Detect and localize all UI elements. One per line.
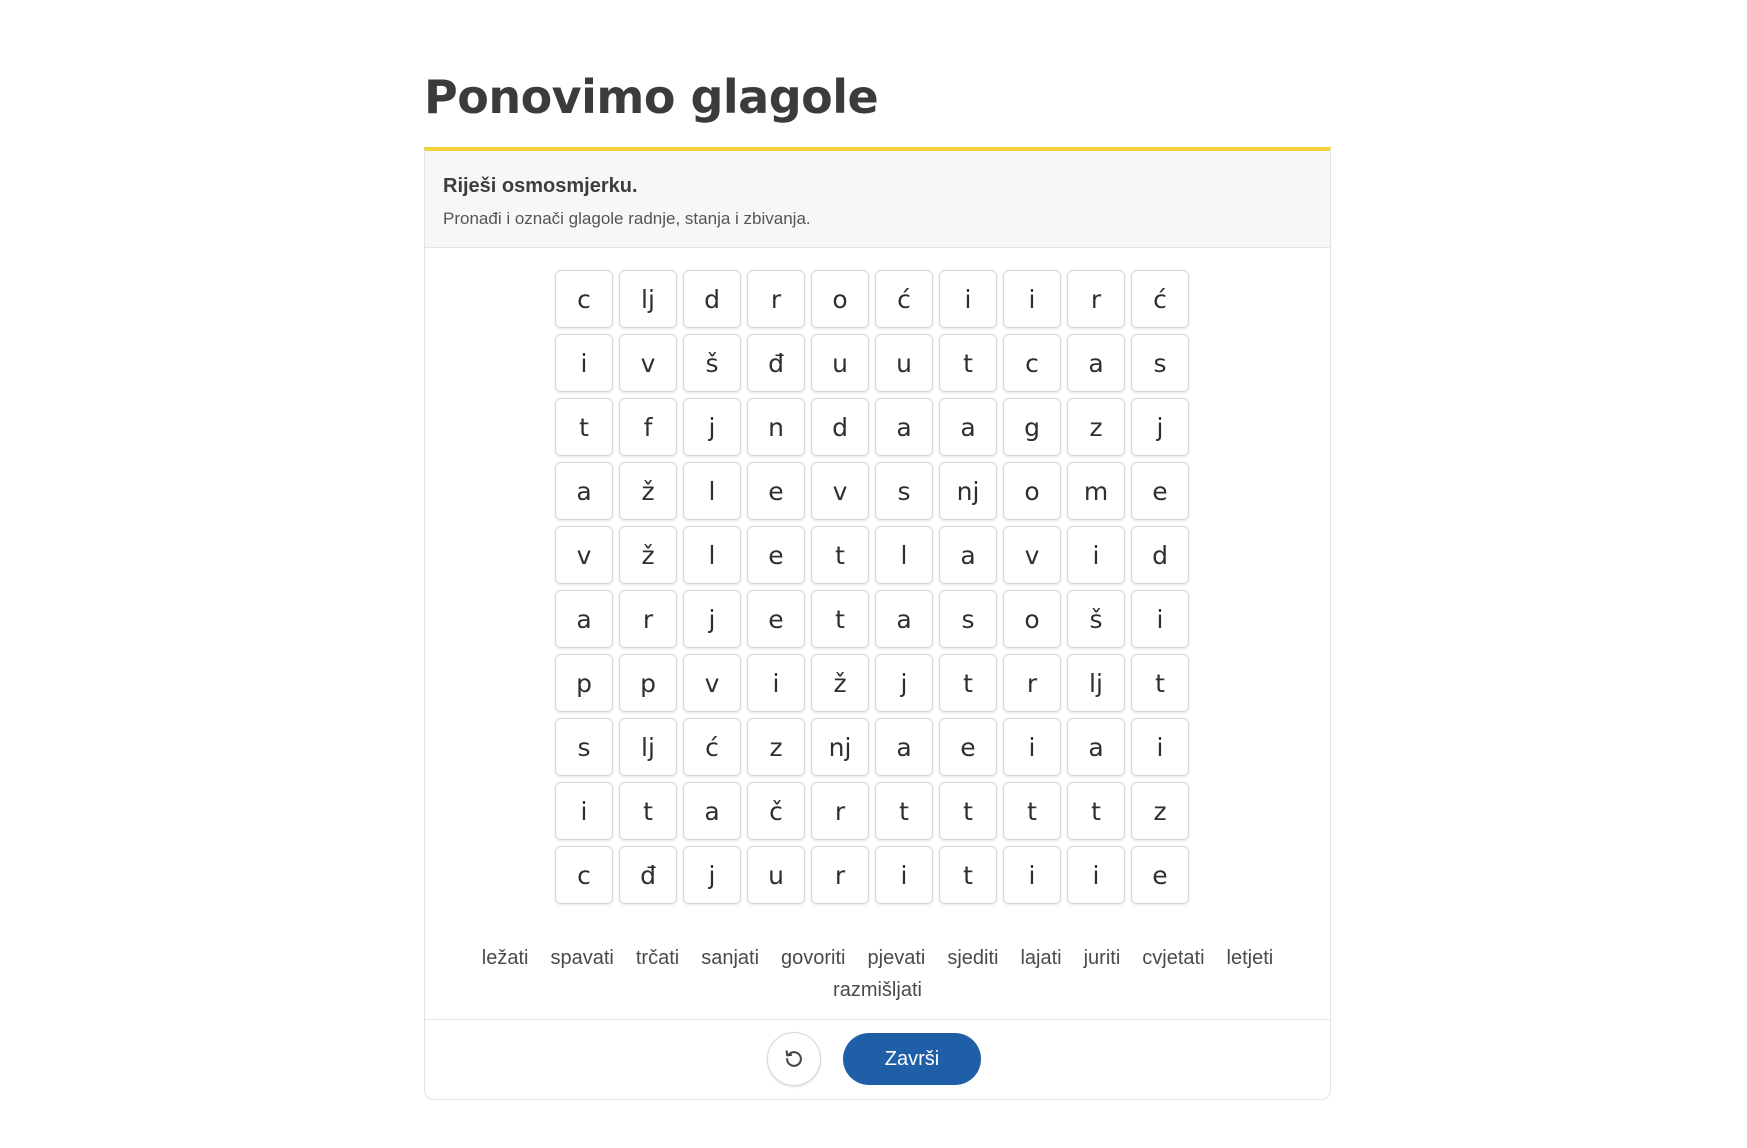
task-heading: Riješi osmosmjerku. xyxy=(443,175,638,197)
grid-cell[interactable]: nj xyxy=(811,718,869,776)
word-list-item: lajati xyxy=(1020,947,1062,969)
grid-cell[interactable]: j xyxy=(683,398,741,456)
grid-cell[interactable]: lj xyxy=(1067,654,1125,712)
grid-cell[interactable]: a xyxy=(875,718,933,776)
page-title: Ponovimo glagole xyxy=(424,70,879,124)
grid-cell[interactable]: v xyxy=(619,334,677,392)
grid-cell[interactable]: d xyxy=(811,398,869,456)
grid-cell[interactable]: t xyxy=(811,590,869,648)
grid-cell[interactable]: t xyxy=(555,398,613,456)
word-list-item: govoriti xyxy=(781,947,846,969)
word-search-grid xyxy=(555,270,1189,904)
reset-button[interactable] xyxy=(767,1032,821,1086)
grid-cell[interactable]: i xyxy=(1131,718,1189,776)
grid-cell[interactable]: ž xyxy=(619,526,677,584)
word-list-item: razmišljati xyxy=(833,979,922,1001)
grid-cell[interactable]: d xyxy=(683,270,741,328)
word-list-item: juriti xyxy=(1083,947,1121,969)
grid-cell[interactable]: ž xyxy=(619,462,677,520)
grid-cell[interactable]: i xyxy=(555,782,613,840)
grid-cell[interactable]: i xyxy=(1003,846,1061,904)
task-header xyxy=(425,151,1330,248)
grid-cell[interactable]: lj xyxy=(619,718,677,776)
grid-cell[interactable]: t xyxy=(619,782,677,840)
finish-button[interactable]: Završi xyxy=(843,1033,981,1085)
grid-cell[interactable]: j xyxy=(683,846,741,904)
grid-cell[interactable]: š xyxy=(683,334,741,392)
grid-cell[interactable]: r xyxy=(619,590,677,648)
grid-cell[interactable]: c xyxy=(555,846,613,904)
grid-cell[interactable]: a xyxy=(1067,718,1125,776)
grid-cell[interactable]: u xyxy=(875,334,933,392)
grid-cell[interactable]: e xyxy=(747,462,805,520)
grid-cell[interactable]: e xyxy=(747,590,805,648)
grid-cell[interactable]: r xyxy=(747,270,805,328)
grid-cell[interactable]: a xyxy=(875,398,933,456)
grid-cell[interactable]: l xyxy=(683,526,741,584)
grid-cell[interactable]: o xyxy=(1003,462,1061,520)
grid-cell[interactable]: v xyxy=(1003,526,1061,584)
grid-cell[interactable]: t xyxy=(939,782,997,840)
word-list-item: sanjati xyxy=(701,947,760,969)
grid-cell[interactable]: c xyxy=(555,270,613,328)
grid-cell[interactable]: t xyxy=(939,334,997,392)
grid-cell[interactable]: e xyxy=(1131,846,1189,904)
grid-cell[interactable]: s xyxy=(555,718,613,776)
grid-cell[interactable]: j xyxy=(1131,398,1189,456)
grid-cell[interactable]: j xyxy=(683,590,741,648)
grid-cell[interactable]: u xyxy=(811,334,869,392)
grid-cell[interactable]: s xyxy=(875,462,933,520)
grid-cell[interactable]: i xyxy=(1067,526,1125,584)
grid-cell[interactable]: r xyxy=(811,782,869,840)
grid-cell[interactable]: ć xyxy=(875,270,933,328)
grid-cell[interactable]: i xyxy=(1003,718,1061,776)
grid-cell[interactable]: v xyxy=(555,526,613,584)
grid-cell[interactable]: i xyxy=(1067,846,1125,904)
grid-cell[interactable]: o xyxy=(1003,590,1061,648)
grid-cell[interactable]: z xyxy=(1067,398,1125,456)
grid-cell[interactable]: a xyxy=(875,590,933,648)
grid-cell[interactable]: d xyxy=(1131,526,1189,584)
grid-cell[interactable]: i xyxy=(555,334,613,392)
grid-cell[interactable]: i xyxy=(939,270,997,328)
word-list-item: trčati xyxy=(635,947,680,969)
grid-cell[interactable]: i xyxy=(747,654,805,712)
grid-cell[interactable]: e xyxy=(939,718,997,776)
word-list-item: spavati xyxy=(550,947,614,969)
grid-cell[interactable]: p xyxy=(619,654,677,712)
grid-cell[interactable]: v xyxy=(683,654,741,712)
grid-cell[interactable]: š xyxy=(1067,590,1125,648)
grid-cell[interactable]: ž xyxy=(811,654,869,712)
grid-cell[interactable]: z xyxy=(747,718,805,776)
word-list-item: ležati xyxy=(481,947,529,969)
grid-cell[interactable]: t xyxy=(939,654,997,712)
exercise-card xyxy=(424,147,1331,1100)
grid-cell[interactable]: a xyxy=(555,590,613,648)
grid-cell[interactable]: đ xyxy=(619,846,677,904)
grid-cell[interactable]: ć xyxy=(1131,270,1189,328)
grid-cell[interactable]: t xyxy=(1067,782,1125,840)
grid-cell[interactable]: n xyxy=(747,398,805,456)
grid-cell[interactable]: č xyxy=(747,782,805,840)
grid-cell[interactable]: t xyxy=(875,782,933,840)
grid-cell[interactable]: t xyxy=(1003,782,1061,840)
grid-cell[interactable]: r xyxy=(1003,654,1061,712)
grid-cell[interactable]: r xyxy=(811,846,869,904)
grid-cell[interactable]: t xyxy=(939,846,997,904)
grid-cell[interactable]: f xyxy=(619,398,677,456)
grid-cell[interactable]: i xyxy=(1003,270,1061,328)
grid-cell[interactable]: a xyxy=(939,398,997,456)
grid-cell[interactable]: p xyxy=(555,654,613,712)
word-list-item: sjediti xyxy=(947,947,999,969)
grid-cell[interactable]: lj xyxy=(619,270,677,328)
grid-cell[interactable]: t xyxy=(1131,654,1189,712)
grid-cell[interactable]: t xyxy=(811,526,869,584)
grid-cell[interactable]: l xyxy=(875,526,933,584)
grid-cell[interactable]: c xyxy=(1003,334,1061,392)
word-list-item: letjeti xyxy=(1226,947,1274,969)
grid-cell[interactable]: l xyxy=(683,462,741,520)
grid-cell[interactable]: s xyxy=(939,590,997,648)
grid-cell[interactable]: g xyxy=(1003,398,1061,456)
grid-cell[interactable]: j xyxy=(875,654,933,712)
grid-cell[interactable]: a xyxy=(939,526,997,584)
grid-cell[interactable]: u xyxy=(747,846,805,904)
grid-cell[interactable]: v xyxy=(811,462,869,520)
grid-cell[interactable]: i xyxy=(875,846,933,904)
grid-cell[interactable]: i xyxy=(1131,590,1189,648)
grid-cell[interactable]: s xyxy=(1131,334,1189,392)
grid-cell[interactable]: ć xyxy=(683,718,741,776)
grid-cell[interactable]: r xyxy=(1067,270,1125,328)
grid-cell[interactable]: a xyxy=(683,782,741,840)
reset-icon xyxy=(783,1048,805,1070)
word-list-item: cvjetati xyxy=(1142,947,1205,969)
card-footer xyxy=(425,1019,1330,1099)
task-instruction: Pronađi i označi glagole radnje, stanja i zbivanja. xyxy=(443,209,811,228)
grid-cell[interactable]: a xyxy=(555,462,613,520)
grid-cell[interactable]: z xyxy=(1131,782,1189,840)
word-list-item: pjevati xyxy=(867,947,926,969)
grid-cell[interactable]: e xyxy=(1131,462,1189,520)
grid-cell[interactable]: đ xyxy=(747,334,805,392)
grid-cell[interactable]: a xyxy=(1067,334,1125,392)
grid-cell[interactable]: o xyxy=(811,270,869,328)
grid-cell[interactable]: nj xyxy=(939,462,997,520)
grid-cell[interactable]: e xyxy=(747,526,805,584)
grid-cell[interactable]: m xyxy=(1067,462,1125,520)
word-list xyxy=(445,946,1310,1002)
